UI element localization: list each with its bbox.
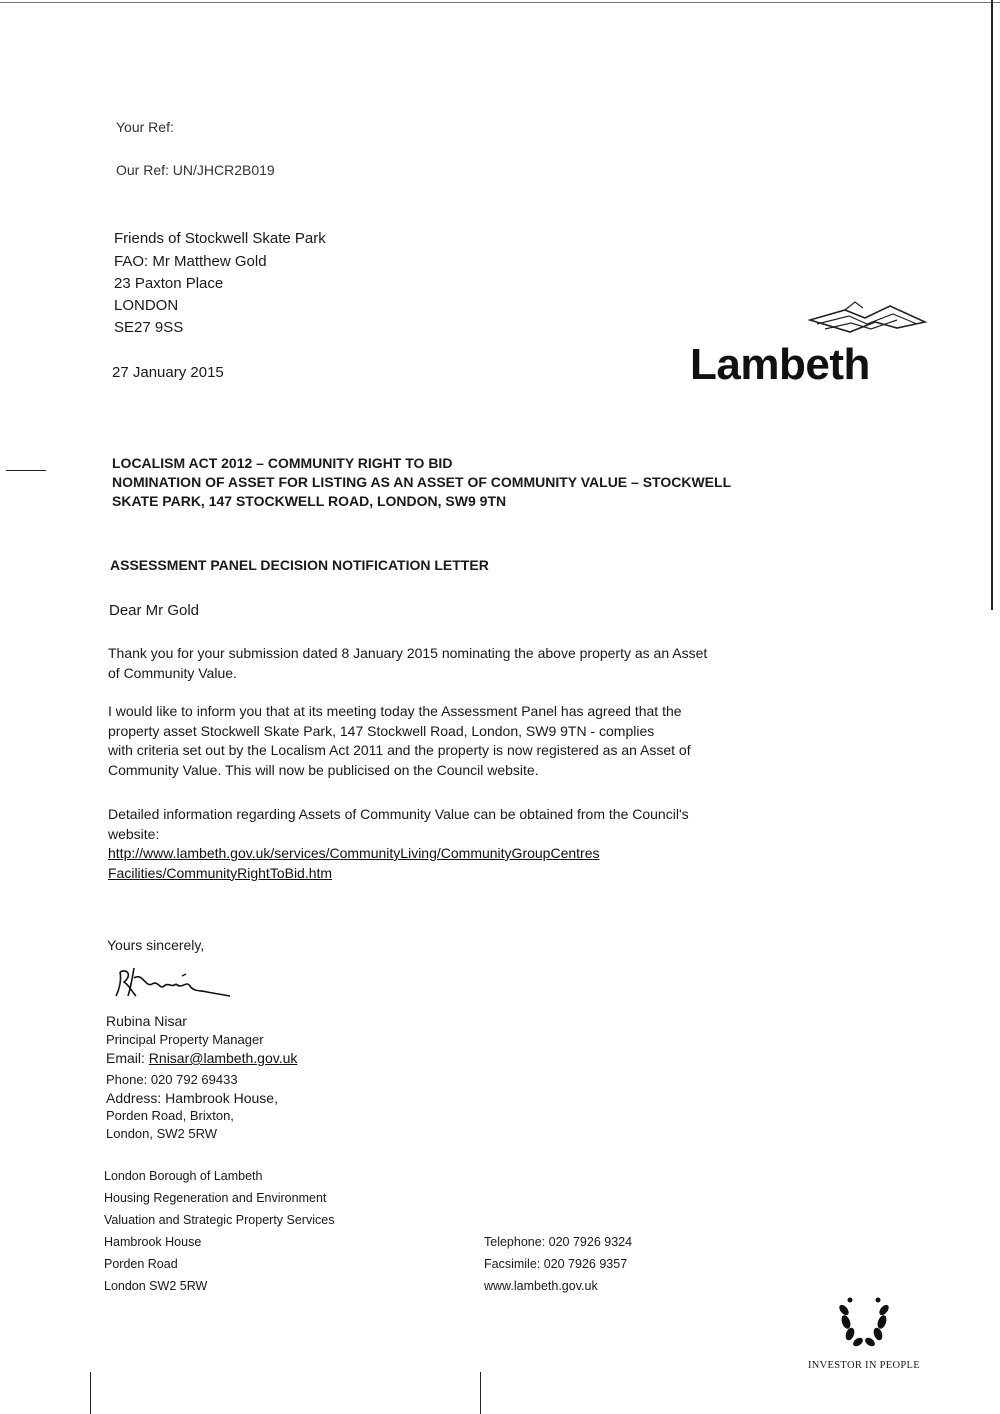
signatory-phone-row bbox=[106, 1072, 238, 1087]
paragraph-2-line-3: with criteria set out by the Localism Act 2011 and the property is now registered as an Asset of bbox=[108, 742, 691, 758]
address-label: Address: bbox=[106, 1090, 162, 1106]
paragraph-3-line-1: Detailed information regarding Assets of Community Value can be obtained from the Council's bbox=[108, 806, 689, 822]
iip-label: INVESTOR IN PEOPLE bbox=[808, 1360, 920, 1371]
footer-left-line-6: London SW2 5RW bbox=[104, 1279, 208, 1293]
subject-line-2: NOMINATION OF ASSET FOR LISTING AS AN ASSET OF COMMUNITY VALUE – STOCKWELL bbox=[112, 474, 732, 490]
paragraph-2 bbox=[108, 702, 798, 780]
lambeth-ship-icon bbox=[805, 298, 930, 338]
email-link[interactable]: Rnisar@lambeth.gov.uk bbox=[148, 1050, 298, 1066]
top-edge-line bbox=[0, 2, 1000, 3]
footer-left-line-4: Hambrook House bbox=[104, 1235, 202, 1249]
footer-telephone: Telephone: 020 7926 9324 bbox=[484, 1235, 633, 1249]
signatory-title: Principal Property Manager bbox=[106, 1032, 264, 1047]
closing: Yours sincerely, bbox=[107, 937, 205, 953]
paragraph-3 bbox=[108, 805, 798, 883]
phone-number: 020 792 69433 bbox=[150, 1072, 238, 1087]
paragraph-1-line-1: Thank you for your submission dated 8 January 2015 nominating the above property as an Asset bbox=[108, 645, 708, 661]
handwritten-signature bbox=[112, 962, 237, 1004]
email-label: Email: bbox=[106, 1050, 145, 1066]
phone-label: Phone: bbox=[106, 1072, 148, 1087]
paragraph-3-line-2: website: bbox=[108, 825, 160, 842]
address-line-5: SE27 9SS bbox=[114, 319, 184, 336]
letter-date: 27 January 2015 bbox=[112, 364, 224, 381]
lambeth-wordmark: Lambeth bbox=[690, 340, 870, 389]
signatory-address-row bbox=[106, 1090, 278, 1106]
subject-line-1: LOCALISM ACT 2012 – COMMUNITY RIGHT TO BID bbox=[112, 455, 453, 471]
right-edge-line bbox=[991, 0, 993, 610]
footer-left-line-5: Porden Road bbox=[104, 1257, 178, 1271]
paragraph-2-line-4: Community Value. This will now be publicised on the Council website. bbox=[108, 761, 539, 778]
left-margin-mark bbox=[6, 470, 46, 471]
footer-facsimile: Facsimile: 020 7926 9357 bbox=[484, 1257, 628, 1271]
acv-link-line-1[interactable]: http://www.lambeth.gov.uk/services/CommunityLiving/CommunityGroupCentres bbox=[108, 845, 600, 861]
your-ref: Your Ref: bbox=[116, 119, 174, 135]
signatory-address-line-3: London, SW2 5RW bbox=[106, 1126, 218, 1141]
signatory-address-line-2: Porden Road, Brixton, bbox=[106, 1108, 234, 1123]
address-value-1: Hambrook House, bbox=[165, 1090, 278, 1106]
address-line-1: Friends of Stockwell Skate Park bbox=[114, 230, 326, 247]
address-line-3: 23 Paxton Place bbox=[114, 275, 224, 292]
address-line-4: LONDON bbox=[114, 297, 179, 314]
footer-left-line-3: Valuation and Strategic Property Services bbox=[104, 1213, 335, 1227]
footer-left-line-2: Housing Regeneration and Environment bbox=[104, 1191, 327, 1205]
signatory-email-row bbox=[106, 1050, 297, 1066]
laurel-wreath-icon bbox=[836, 1292, 892, 1350]
acv-link-line-2[interactable]: Facilities/CommunityRightToBid.htm bbox=[108, 864, 333, 881]
footer-website[interactable]: www.lambeth.gov.uk bbox=[484, 1279, 598, 1293]
subject-line-3: SKATE PARK, 147 STOCKWELL ROAD, LONDON, SW9 9TN bbox=[112, 493, 507, 509]
bottom-mid-mark bbox=[480, 1372, 481, 1414]
our-ref: Our Ref: UN/JHCR2B019 bbox=[116, 162, 275, 178]
paragraph-2-line-2: property asset Stockwell Skate Park, 147 Stockwell Road, London, SW9 9TN - complies bbox=[108, 722, 655, 739]
signatory-name: Rubina Nisar bbox=[106, 1013, 187, 1029]
paragraph-2-line-1: I would like to inform you that at its meeting today the Assessment Panel has agreed that the bbox=[108, 703, 682, 719]
decision-heading: ASSESSMENT PANEL DECISION NOTIFICATION LETTER bbox=[110, 557, 489, 573]
bottom-left-mark bbox=[90, 1372, 91, 1414]
paragraph-1 bbox=[108, 644, 798, 683]
paragraph-1-line-2: of Community Value. bbox=[108, 664, 237, 681]
salutation: Dear Mr Gold bbox=[109, 602, 200, 619]
address-line-2: FAO: Mr Matthew Gold bbox=[114, 253, 267, 270]
footer-left-line-1: London Borough of Lambeth bbox=[104, 1169, 263, 1183]
